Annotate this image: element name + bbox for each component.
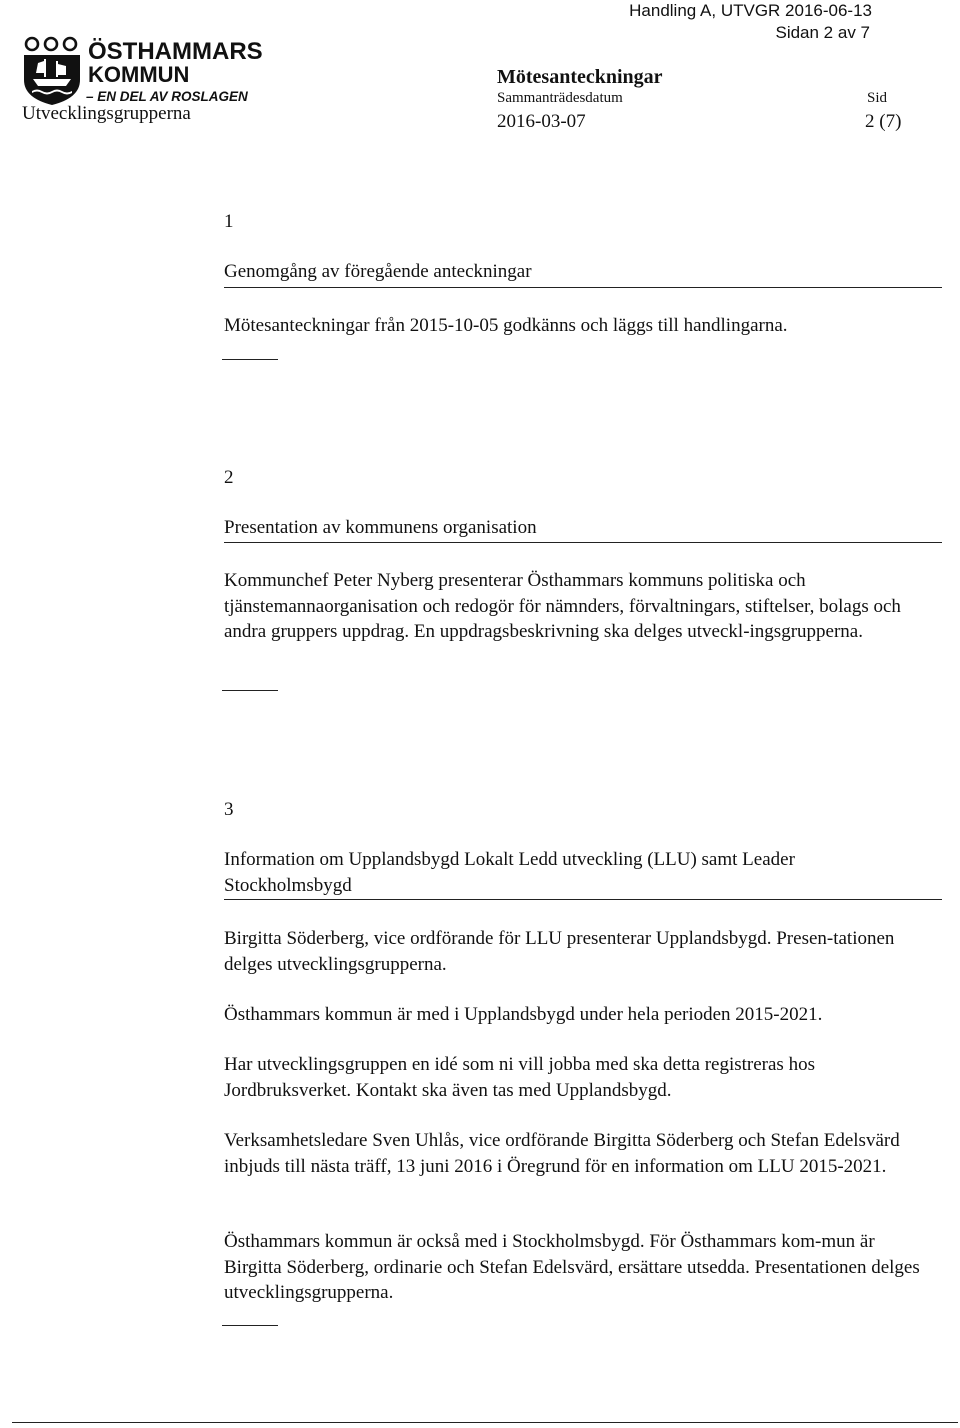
logo-tagline: – EN DEL AV ROSLAGEN <box>86 89 248 104</box>
item-1-title: Genomgång av föregående anteckningar <box>224 261 532 282</box>
document-title: Mötesanteckningar <box>497 66 663 88</box>
meeting-date: 2016-03-07 <box>497 111 586 132</box>
item-1-heading-rule <box>224 287 942 288</box>
item-1-paragraph: Mötesanteckningar från 2015-10-05 godkänns och läggs till handlingarna. <box>224 315 788 336</box>
item-1-end-rule <box>222 359 278 360</box>
logo-line-2: KOMMUN <box>88 62 190 87</box>
item-3-paragraph-4: Verksamhetsledare Sven Uhlås, vice ordförande Birgitta Söderberg och Stefan Edelsvärd inbjuds till nästa träff, 13 juni 2016 i Öregrund för en information om LLU 2015-2021. <box>224 1130 900 1177</box>
item-3-title: Information om Upplandsbygd Lokalt Ledd utveckling (LLU) samt Leader Stockholmsbygd <box>224 849 795 896</box>
page-number: 2 (7) <box>865 111 902 132</box>
ring-icon <box>26 38 76 50</box>
organization-name: Utvecklingsgrupperna <box>22 103 191 124</box>
item-3-paragraph-1: Birgitta Söderberg, vice ordförande för LLU presenterar Upplandsbygd. Presen-tationen delges utvecklingsgrupperna. <box>224 928 895 975</box>
item-2-heading-rule <box>224 542 942 543</box>
stamp-line-1: Handling A, UTVGR 2016-06-13 <box>629 1 872 20</box>
item-2-number: 2 <box>224 467 234 488</box>
item-2-title: Presentation av kommunens organisation <box>224 517 537 538</box>
page-label: Sid <box>867 90 888 106</box>
stamp-line-2: Sidan 2 av 7 <box>775 23 870 42</box>
item-3-paragraph-2: Östhammars kommun är med i Upplandsbygd under hela perioden 2015-2021. <box>224 1004 823 1025</box>
logo-line-1: ÖSTHAMMARS <box>88 38 263 65</box>
item-3-paragraph-5: Östhammars kommun är också med i Stockholmsbygd. För Östhammars kom-mun är Birgitta Söderberg, ordinarie och Stefan Edelsvärd, ersättare utsedda. Presentationen delges utvecklingsgrupperna. <box>224 1231 920 1303</box>
item-2-paragraph: Kommunchef Peter Nyberg presenterar Östhammars kommuns politiska och tjänstemannaorganisation och redogör för nämnders, förvaltningars, stiftelser, bolags och andra gruppers uppdrag. En uppdragsbeskrivning ska delges utveckl-ingsgrupperna. <box>224 570 901 642</box>
item-3-number: 3 <box>224 799 234 820</box>
item-1-number: 1 <box>224 211 234 232</box>
item-3-heading-rule <box>224 899 942 900</box>
meeting-date-label: Sammanträdesdatum <box>497 90 623 106</box>
item-3-end-rule <box>222 1325 278 1326</box>
item-3-paragraph-3: Har utvecklingsgruppen en idé som ni vill jobba med ska detta registreras hos Jordbruksverket. Kontakt ska även tas med Upplandsbygd. <box>224 1054 815 1101</box>
item-2-end-rule <box>222 690 278 691</box>
footer-rule <box>12 1422 958 1423</box>
osthammars-kommun-logo <box>22 34 263 106</box>
